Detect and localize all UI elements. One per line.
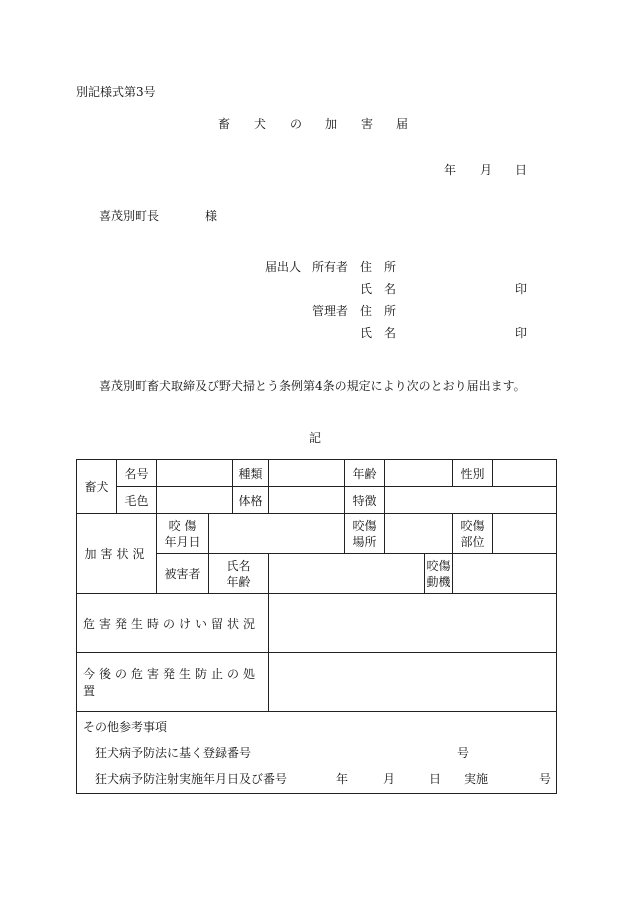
- containment-value-cell: [269, 594, 557, 653]
- title-char: 犬: [254, 117, 267, 131]
- report-table: [76, 459, 557, 794]
- addressee-name: 喜茂別町長: [99, 209, 160, 223]
- bite-date-label: [157, 514, 209, 554]
- owner-address-char: 所: [384, 260, 397, 274]
- vaccination-label: 狂犬病予防注射実施年月日及び番号: [95, 772, 288, 786]
- name-value-cell: [157, 460, 233, 487]
- age-label: 年齢: [345, 460, 385, 487]
- bite-motive-label-line1: 咬傷: [426, 558, 451, 573]
- table-row: [77, 653, 557, 712]
- dog-header: 畜犬: [77, 460, 117, 514]
- title-char: 害: [361, 117, 374, 131]
- victim-name-value-cell: [269, 554, 425, 594]
- registration-label: 狂犬病予防法に基く登録番号: [95, 746, 252, 760]
- manager-address-char: 所: [384, 304, 397, 318]
- damage-header: 加害状況: [77, 514, 157, 594]
- bite-date-label-line1: 咬 傷: [168, 518, 197, 533]
- table-row: [77, 594, 557, 653]
- bite-motive-label: [425, 554, 453, 594]
- bite-date-value-cell: [209, 514, 345, 554]
- other-label-line: [83, 712, 556, 738]
- title-char: 加: [325, 117, 338, 131]
- bite-place-label-line2: 場所: [352, 534, 377, 549]
- bite-part-label-line2: 部位: [460, 534, 485, 549]
- vaccination-day: 日: [429, 772, 442, 786]
- bite-part-label: [453, 514, 493, 554]
- other-label: その他参考事項: [83, 720, 168, 734]
- coat-value-cell: [157, 487, 233, 514]
- sex-value-cell: [493, 460, 557, 487]
- manager-label: 管理者: [312, 304, 349, 318]
- statement: 喜茂別町畜犬取締及び野犬掃とう条例第4条の規定により次のとおり届出ます。: [99, 379, 526, 393]
- owner-label: 所有者: [312, 260, 349, 274]
- owner-name-char: 氏: [360, 282, 373, 296]
- manager-seal: 印: [515, 326, 528, 340]
- vaccination-line: [83, 764, 556, 790]
- features-label: 特徴: [345, 487, 385, 514]
- vaccination-year: 年: [336, 772, 349, 786]
- manager-address-char: 住: [360, 304, 373, 318]
- victim-name-label: [209, 554, 269, 594]
- date-day: 日: [515, 163, 528, 177]
- victim-label: 被害者: [157, 554, 209, 594]
- bite-place-label-line1: 咬傷: [352, 518, 377, 533]
- victim-name-label-line1: 氏名: [226, 558, 251, 573]
- other-notes-cell: [77, 712, 557, 794]
- table-row: [77, 712, 557, 794]
- title-char: の: [290, 117, 303, 131]
- addressee-honorific: 様: [205, 209, 218, 223]
- prevention-value-cell: [269, 653, 557, 712]
- date-year: 年: [444, 163, 457, 177]
- vaccination-number-suffix: 号: [539, 772, 552, 786]
- manager-name-char: 氏: [360, 326, 373, 340]
- owner-address-char: 住: [360, 260, 373, 274]
- bite-motive-value-cell: [453, 554, 557, 594]
- victim-name-label-line2: 年齢: [226, 574, 251, 589]
- table-row: [77, 514, 557, 554]
- prevention-label: 今後の危害発生防止の処置: [77, 653, 269, 712]
- manager-name-char: 名: [384, 326, 397, 340]
- form-number: 別記様式第3号: [76, 85, 156, 99]
- title-char: 畜: [218, 117, 231, 131]
- owner-name-char: 名: [384, 282, 397, 296]
- ki-mark: 記: [309, 431, 322, 445]
- containment-label: 危害発生時のけい留状況: [77, 594, 269, 653]
- bite-place-label: [345, 514, 385, 554]
- table-row: [77, 460, 557, 487]
- bite-part-value-cell: [493, 514, 557, 554]
- features-value-cell: [385, 487, 557, 514]
- bite-place-value-cell: [385, 514, 453, 554]
- table-row: [77, 487, 557, 514]
- bite-part-label-line1: 咬傷: [460, 518, 485, 533]
- build-value-cell: [269, 487, 345, 514]
- registration-suffix: 号: [457, 746, 470, 760]
- build-label: 体格: [233, 487, 269, 514]
- bite-motive-label-line2: 動機: [426, 574, 451, 589]
- bite-date-label-line2: 年月日: [164, 534, 201, 549]
- breed-label: 種類: [233, 460, 269, 487]
- sex-label: 性別: [453, 460, 493, 487]
- name-label: 名号: [117, 460, 157, 487]
- age-value-cell: [385, 460, 453, 487]
- registration-line: [83, 738, 556, 764]
- owner-seal: 印: [515, 282, 528, 296]
- coat-label: 毛色: [117, 487, 157, 514]
- date-month: 月: [480, 163, 493, 177]
- breed-value-cell: [269, 460, 345, 487]
- vaccination-done: 実施: [464, 772, 489, 786]
- title-char: 届: [396, 117, 409, 131]
- applicant-label: 届出人: [265, 260, 302, 274]
- vaccination-month: 月: [383, 772, 396, 786]
